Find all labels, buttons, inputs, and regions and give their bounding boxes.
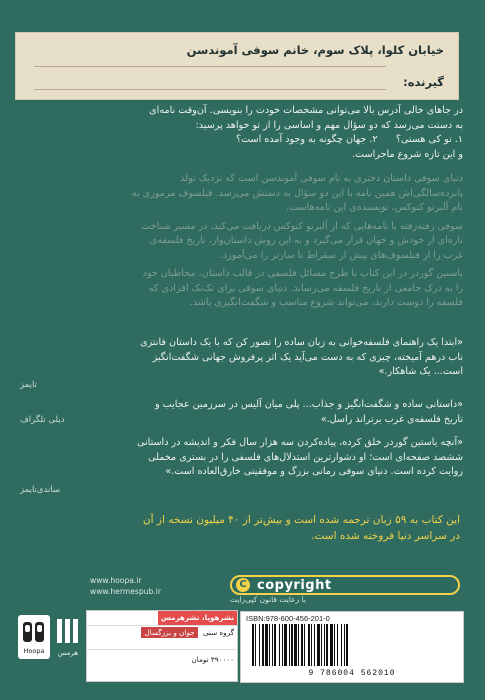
isbn-text: ISBN:978-600-456-201-0 <box>246 614 330 623</box>
age-group-row <box>87 627 237 650</box>
isbn-barcode <box>240 611 464 683</box>
barcode-bar <box>326 624 328 666</box>
barcode-bar <box>341 624 342 666</box>
hermes-logo-icon <box>54 615 82 647</box>
hermes-logo <box>54 615 82 659</box>
barcode-bar <box>344 624 345 666</box>
quote-line: روایت کرده است. دنیای سوفی رمانی بزرگ و موفقیتی خارق‌العاده است.» <box>165 466 463 477</box>
quote-line: «آنچه یاستین گوردر خلق کرده، پیاده‌کردن سه هزار سال فکر و اندیشه در داستانی <box>137 437 463 448</box>
barcode-bar <box>314 624 315 666</box>
barcode-bar <box>330 624 333 666</box>
quote-telegraph <box>18 398 463 427</box>
publisher-row <box>87 611 237 626</box>
intro-line: و این تازه شروع ماجراست. <box>352 148 463 160</box>
quote-line: تاریخ فلسفه‌ی غرب برتراند راسل.» <box>320 413 463 425</box>
barcode-bar <box>337 624 338 666</box>
age-group-label: گروه سنی <box>202 628 234 637</box>
summary-line: غرب را از فیلسوف‌های پیش از سقراط تا سارتر را می‌آموزد. <box>219 249 463 261</box>
copyright-badge <box>230 575 460 607</box>
address-underline <box>34 66 386 67</box>
publisher-websites <box>90 575 210 597</box>
barcode-bar <box>321 624 322 666</box>
summary-line: دنیای سوفی داستان دختری به نام سوفی آموندسن است که نزدیک تولد <box>180 173 463 184</box>
quote-line: «داستانی ساده و شگفت‌انگیز و جذاب... پلی میان آلیس در سرزمین عجایب و <box>154 399 463 410</box>
barcode-bar <box>272 624 273 666</box>
quote-times <box>18 336 463 380</box>
barcode-bar <box>311 624 312 666</box>
address-line: خیابان کلوا، پلاک سوم، خانم سوفی آموندسن <box>186 43 444 57</box>
price-value: ۳۹۰۰۰۰ تومان <box>191 655 234 664</box>
recipient-label: گیرنده: <box>403 75 444 89</box>
summary-line: نام آلبرتو کنوکس، نویسنده‌ی این نامه‌هاست. <box>286 202 463 213</box>
barcode-bar <box>274 624 276 666</box>
intro-line: به دستت می‌رسد که دو سؤال مهم و اساسی را از تو خواهد پرسید: <box>195 119 463 131</box>
question-1: ۱. تو کی هستی؟ <box>395 134 463 145</box>
website-link[interactable]: www.hermespub.ir <box>90 587 161 596</box>
barcode-bar <box>317 624 320 666</box>
age-group-value: جوان و بزرگسال <box>141 627 197 638</box>
recipient-underline <box>34 89 386 90</box>
highlight-line: این کتاب به ۵۹ زبان ترجمه شده است و بیش‌تر از ۴۰ میلیون نسخه از آن <box>142 514 460 526</box>
summary-line: یاستین گوردر در این کتاب با طرح مسائل فلسفی در قالب داستان، مخاطبان خود <box>142 268 463 279</box>
barcode-bar <box>282 624 283 666</box>
summary-line: پانزده‌سالگی‌اش همین نامه با این دو سؤال به دستش می‌رسد. فیلسوف مرموزی به <box>131 187 463 199</box>
summary-line: سوفی رفته‌رفته با نامه‌هایی که از آلبرتو کنوکس دریافت می‌کند، در مسیر شناخت <box>141 220 463 232</box>
summary-line: تازه‌ای از خودش و جهان قرار می‌گیرد و به این روش داستان‌وار، تاریخ فلسفه‌ی <box>149 235 463 246</box>
barcode-bars <box>246 624 458 668</box>
copyright-pill <box>230 575 460 595</box>
quote-source: ساندی‌تایمز <box>20 485 61 495</box>
barcode-bar <box>324 624 325 666</box>
copyright-note: با رعایت قانون کپی‌رایت <box>230 595 306 604</box>
barcode-bar <box>255 624 256 666</box>
barcode-bar <box>269 624 270 666</box>
quote-line: «ابتدا یک راهنمای فلسفه‌خوانی به زبان ساده را تصور کن که با یک داستان فانتزی <box>140 337 463 348</box>
barcode-bar <box>259 624 260 666</box>
summary-text <box>18 172 463 311</box>
highlight-line: در سراسر دنیا فروخته شده است. <box>311 530 460 542</box>
barcode-bar <box>304 624 305 666</box>
barcode-bar <box>308 624 310 666</box>
copyright-word: copyright <box>257 578 332 593</box>
quote-sunday-times <box>18 436 463 480</box>
copyright-icon: C <box>236 578 250 592</box>
quote-line: است... یک شاهکار.» <box>378 366 463 377</box>
barcode-bar <box>279 624 280 666</box>
barcode-bar <box>294 624 297 666</box>
barcode-bar <box>289 624 290 666</box>
intro-line: در جاهای خالی آدرس بالا می‌توانی مشخصات خودت را بنویسی. آن‌وقت نامه‌ای <box>149 105 463 116</box>
barcode-bar <box>252 624 254 666</box>
website-link[interactable]: www.hoopa.ir <box>90 576 142 585</box>
hoopa-logo-icon <box>22 619 46 645</box>
barcode-bar <box>291 624 293 666</box>
quote-source: تایمز <box>20 380 37 390</box>
intro-text <box>18 104 463 162</box>
barcode-bar <box>298 624 299 666</box>
price-row <box>87 653 237 667</box>
book-info-panel <box>86 610 238 682</box>
barcode-bar <box>262 624 264 666</box>
quote-line: ششصد صفحه‌ای است؛ او دشوارترین استدلال‌های فلسفی را در بستری مخملی <box>148 451 463 463</box>
quote-source: دیلی تلگراف <box>20 415 65 425</box>
hoopa-logo <box>18 615 50 659</box>
summary-line: فلسفه را دوست دارند، می‌تواند شروع مناسب و شگفت‌انگیزی باشد. <box>189 297 463 308</box>
barcode-bar <box>334 624 335 666</box>
quote-line: ناب درهم آمیخته، چیزی که به دست می‌آید یک اثر پرفروش جهانی شگفت‌انگیز <box>152 351 463 363</box>
question-2: ۲. جهان چگونه به وجود آمده است؟ <box>236 134 378 145</box>
barcode-bar <box>284 624 287 666</box>
summary-line: را به درک جامعی از تاریخ فلسفه می‌رساند. دنیای سوفی برای تک‌تک افرادی که <box>148 282 463 294</box>
barcode-bar <box>265 624 268 666</box>
barcode-digits: 9 786004 562010 <box>308 669 396 678</box>
barcode-bar <box>346 624 348 666</box>
hermes-label: هرمس <box>57 649 79 657</box>
translation-highlight <box>30 512 460 544</box>
publisher-name: نشرهوپا، نشرهرمس <box>158 611 237 625</box>
hoopa-label: Hoopa <box>23 647 45 655</box>
envelope-address-card <box>15 32 459 100</box>
intro-questions <box>18 133 463 148</box>
barcode-bar <box>301 624 303 666</box>
